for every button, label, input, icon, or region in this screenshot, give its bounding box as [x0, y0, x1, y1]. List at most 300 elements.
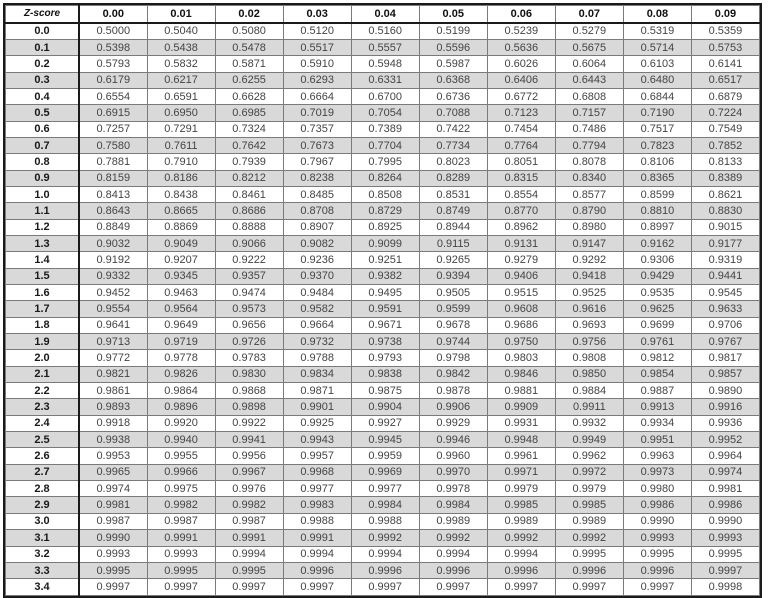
probability-cell: 0.9686 [487, 317, 555, 333]
probability-cell: 0.5987 [419, 56, 487, 72]
column-header: 0.04 [351, 6, 419, 23]
probability-cell: 0.6480 [623, 72, 691, 88]
probability-cell: 0.8413 [79, 186, 147, 202]
probability-cell: 0.7224 [691, 105, 759, 121]
probability-cell: 0.8849 [79, 219, 147, 235]
probability-cell: 0.5714 [623, 39, 691, 55]
probability-cell: 0.9726 [215, 334, 283, 350]
probability-cell: 0.9838 [351, 366, 419, 382]
probability-cell: 0.9418 [555, 268, 623, 284]
probability-cell: 0.6217 [147, 72, 215, 88]
probability-cell: 0.8708 [283, 203, 351, 219]
probability-cell: 0.8980 [555, 219, 623, 235]
probability-cell: 0.8770 [487, 203, 555, 219]
probability-cell: 0.9983 [283, 497, 351, 513]
column-header: 0.00 [79, 6, 147, 23]
probability-cell: 0.9207 [147, 252, 215, 268]
probability-cell: 0.8485 [283, 186, 351, 202]
probability-cell: 0.9922 [215, 415, 283, 431]
column-header: 0.01 [147, 6, 215, 23]
probability-cell: 0.9956 [215, 448, 283, 464]
probability-cell: 0.9649 [147, 317, 215, 333]
probability-cell: 0.9394 [419, 268, 487, 284]
probability-cell: 0.7794 [555, 137, 623, 153]
probability-cell: 0.9535 [623, 285, 691, 301]
probability-cell: 0.7422 [419, 121, 487, 137]
probability-cell: 0.9505 [419, 285, 487, 301]
probability-cell: 0.9997 [147, 579, 215, 595]
probability-cell: 0.5080 [215, 23, 283, 40]
probability-cell: 0.9964 [691, 448, 759, 464]
probability-cell: 0.9429 [623, 268, 691, 284]
probability-cell: 0.9993 [79, 546, 147, 562]
probability-cell: 0.9994 [419, 546, 487, 562]
probability-cell: 0.7642 [215, 137, 283, 153]
probability-cell: 0.5160 [351, 23, 419, 40]
table-row [6, 579, 760, 595]
probability-cell: 0.9966 [147, 464, 215, 480]
probability-cell: 0.5239 [487, 23, 555, 40]
z-score-cell: 3.0 [6, 513, 80, 529]
probability-cell: 0.9904 [351, 399, 419, 415]
probability-cell: 0.7324 [215, 121, 283, 137]
z-score-cell: 2.9 [6, 497, 80, 513]
probability-cell: 0.9967 [215, 464, 283, 480]
probability-cell: 0.9953 [79, 448, 147, 464]
probability-cell: 0.9989 [419, 513, 487, 529]
probability-cell: 0.5000 [79, 23, 147, 40]
probability-cell: 0.9980 [623, 481, 691, 497]
probability-cell: 0.6736 [419, 88, 487, 104]
probability-cell: 0.5199 [419, 23, 487, 40]
probability-cell: 0.7157 [555, 105, 623, 121]
probability-cell: 0.8508 [351, 186, 419, 202]
probability-cell: 0.9941 [215, 432, 283, 448]
probability-cell: 0.9306 [623, 252, 691, 268]
probability-cell: 0.9842 [419, 366, 487, 382]
probability-cell: 0.9896 [147, 399, 215, 415]
probability-cell: 0.9633 [691, 301, 759, 317]
z-score-cell: 1.7 [6, 301, 80, 317]
probability-cell: 0.7054 [351, 105, 419, 121]
probability-cell: 0.9988 [351, 513, 419, 529]
probability-cell: 0.9345 [147, 268, 215, 284]
probability-cell: 0.7764 [487, 137, 555, 153]
probability-cell: 0.9032 [79, 235, 147, 251]
probability-cell: 0.9984 [419, 497, 487, 513]
z-score-cell: 2.6 [6, 448, 80, 464]
table-row [6, 546, 760, 562]
probability-cell: 0.9803 [487, 350, 555, 366]
probability-cell: 0.9997 [351, 579, 419, 595]
probability-cell: 0.9987 [79, 513, 147, 529]
probability-cell: 0.7881 [79, 154, 147, 170]
probability-cell: 0.9959 [351, 448, 419, 464]
probability-cell: 0.9974 [691, 464, 759, 480]
probability-cell: 0.9554 [79, 301, 147, 317]
probability-cell: 0.9678 [419, 317, 487, 333]
z-score-cell: 2.1 [6, 366, 80, 382]
probability-cell: 0.9974 [79, 481, 147, 497]
z-score-cell: 2.0 [6, 350, 80, 366]
probability-cell: 0.7190 [623, 105, 691, 121]
probability-cell: 0.8729 [351, 203, 419, 219]
probability-cell: 0.6331 [351, 72, 419, 88]
probability-cell: 0.7704 [351, 137, 419, 153]
probability-cell: 0.9979 [487, 481, 555, 497]
header-row [6, 6, 760, 23]
probability-cell: 0.7357 [283, 121, 351, 137]
probability-cell: 0.9992 [555, 530, 623, 546]
probability-cell: 0.9940 [147, 432, 215, 448]
probability-cell: 0.9985 [555, 497, 623, 513]
probability-cell: 0.5359 [691, 23, 759, 40]
probability-cell: 0.9957 [283, 448, 351, 464]
probability-cell: 0.9976 [215, 481, 283, 497]
probability-cell: 0.9744 [419, 334, 487, 350]
probability-cell: 0.8944 [419, 219, 487, 235]
probability-cell: 0.9994 [351, 546, 419, 562]
probability-cell: 0.8888 [215, 219, 283, 235]
column-header: 0.03 [283, 6, 351, 23]
probability-cell: 0.9463 [147, 285, 215, 301]
probability-cell: 0.7486 [555, 121, 623, 137]
probability-cell: 0.9991 [215, 530, 283, 546]
z-score-cell: 0.4 [6, 88, 80, 104]
probability-cell: 0.9989 [555, 513, 623, 529]
z-score-cell: 1.9 [6, 334, 80, 350]
table-row [6, 137, 760, 153]
probability-cell: 0.8749 [419, 203, 487, 219]
probability-cell: 0.6591 [147, 88, 215, 104]
probability-cell: 0.6554 [79, 88, 147, 104]
probability-cell: 0.9192 [79, 252, 147, 268]
probability-cell: 0.9370 [283, 268, 351, 284]
probability-cell: 0.9826 [147, 366, 215, 382]
probability-cell: 0.9699 [623, 317, 691, 333]
probability-cell: 0.9664 [283, 317, 351, 333]
probability-cell: 0.5596 [419, 39, 487, 55]
probability-cell: 0.9936 [691, 415, 759, 431]
probability-cell: 0.9981 [691, 481, 759, 497]
z-score-cell: 0.6 [6, 121, 80, 137]
table-row [6, 23, 760, 40]
table-row [6, 170, 760, 186]
z-score-cell: 2.8 [6, 481, 80, 497]
table-row [6, 39, 760, 55]
probability-cell: 0.9946 [419, 432, 487, 448]
probability-cell: 0.9990 [691, 513, 759, 529]
probability-cell: 0.9750 [487, 334, 555, 350]
probability-cell: 0.9955 [147, 448, 215, 464]
probability-cell: 0.8106 [623, 154, 691, 170]
probability-cell: 0.9864 [147, 383, 215, 399]
probability-cell: 0.9995 [555, 546, 623, 562]
probability-cell: 0.9945 [351, 432, 419, 448]
z-score-cell: 0.7 [6, 137, 80, 153]
probability-cell: 0.8461 [215, 186, 283, 202]
probability-cell: 0.9713 [79, 334, 147, 350]
probability-cell: 0.9732 [283, 334, 351, 350]
probability-cell: 0.8925 [351, 219, 419, 235]
probability-cell: 0.9995 [691, 546, 759, 562]
probability-cell: 0.9357 [215, 268, 283, 284]
probability-cell: 0.5793 [79, 56, 147, 72]
table-row [6, 105, 760, 121]
probability-cell: 0.9993 [147, 546, 215, 562]
probability-cell: 0.9850 [555, 366, 623, 382]
probability-cell: 0.7611 [147, 137, 215, 153]
probability-cell: 0.9972 [555, 464, 623, 480]
probability-cell: 0.9887 [623, 383, 691, 399]
probability-cell: 0.9515 [487, 285, 555, 301]
probability-cell: 0.9525 [555, 285, 623, 301]
table-row [6, 448, 760, 464]
probability-cell: 0.9997 [79, 579, 147, 595]
probability-cell: 0.6628 [215, 88, 283, 104]
table-row [6, 415, 760, 431]
probability-cell: 0.9878 [419, 383, 487, 399]
table-row [6, 497, 760, 513]
probability-cell: 0.9987 [215, 513, 283, 529]
z-score-cell: 1.3 [6, 235, 80, 251]
probability-cell: 0.9406 [487, 268, 555, 284]
probability-cell: 0.9911 [555, 399, 623, 415]
probability-cell: 0.9995 [147, 562, 215, 578]
probability-cell: 0.9591 [351, 301, 419, 317]
table-row [6, 366, 760, 382]
probability-cell: 0.9236 [283, 252, 351, 268]
table-row [6, 301, 760, 317]
probability-cell: 0.9995 [623, 546, 691, 562]
z-score-cell: 3.3 [6, 562, 80, 578]
probability-cell: 0.9656 [215, 317, 283, 333]
probability-cell: 0.9292 [555, 252, 623, 268]
probability-cell: 0.6293 [283, 72, 351, 88]
z-score-cell: 1.1 [6, 203, 80, 219]
probability-cell: 0.6772 [487, 88, 555, 104]
z-score-cell: 1.4 [6, 252, 80, 268]
probability-cell: 0.8962 [487, 219, 555, 235]
probability-cell: 0.6844 [623, 88, 691, 104]
probability-cell: 0.9793 [351, 350, 419, 366]
z-score-cell: 0.5 [6, 105, 80, 121]
probability-cell: 0.9979 [555, 481, 623, 497]
column-header: 0.07 [555, 6, 623, 23]
probability-cell: 0.9177 [691, 235, 759, 251]
probability-cell: 0.9913 [623, 399, 691, 415]
probability-cell: 0.9115 [419, 235, 487, 251]
probability-cell: 0.9783 [215, 350, 283, 366]
probability-cell: 0.8238 [283, 170, 351, 186]
probability-cell: 0.8621 [691, 186, 759, 202]
probability-cell: 0.9997 [419, 579, 487, 595]
z-score-table-container [3, 3, 762, 598]
probability-cell: 0.9641 [79, 317, 147, 333]
probability-cell: 0.9871 [283, 383, 351, 399]
probability-cell: 0.9066 [215, 235, 283, 251]
probability-cell: 0.9082 [283, 235, 351, 251]
probability-cell: 0.9952 [691, 432, 759, 448]
table-row [6, 235, 760, 251]
z-score-cell: 1.6 [6, 285, 80, 301]
probability-cell: 0.6985 [215, 105, 283, 121]
probability-cell: 0.9973 [623, 464, 691, 480]
probability-cell: 0.9772 [79, 350, 147, 366]
probability-cell: 0.7939 [215, 154, 283, 170]
probability-cell: 0.9975 [147, 481, 215, 497]
probability-cell: 0.5279 [555, 23, 623, 40]
probability-cell: 0.9997 [555, 579, 623, 595]
probability-cell: 0.9997 [283, 579, 351, 595]
probability-cell: 0.5398 [79, 39, 147, 55]
probability-cell: 0.9767 [691, 334, 759, 350]
probability-cell: 0.8023 [419, 154, 487, 170]
probability-cell: 0.9756 [555, 334, 623, 350]
probability-cell: 0.9982 [215, 497, 283, 513]
probability-cell: 0.6103 [623, 56, 691, 72]
probability-cell: 0.9452 [79, 285, 147, 301]
probability-cell: 0.9738 [351, 334, 419, 350]
probability-cell: 0.8340 [555, 170, 623, 186]
table-row [6, 285, 760, 301]
probability-cell: 0.9961 [487, 448, 555, 464]
probability-cell: 0.9332 [79, 268, 147, 284]
probability-cell: 0.9965 [79, 464, 147, 480]
probability-cell: 0.8830 [691, 203, 759, 219]
z-score-cell: 0.9 [6, 170, 80, 186]
table-row [6, 334, 760, 350]
probability-cell: 0.8078 [555, 154, 623, 170]
probability-cell: 0.9925 [283, 415, 351, 431]
probability-cell: 0.7852 [691, 137, 759, 153]
column-header: 0.05 [419, 6, 487, 23]
probability-cell: 0.9997 [487, 579, 555, 595]
probability-cell: 0.8869 [147, 219, 215, 235]
probability-cell: 0.9319 [691, 252, 759, 268]
probability-cell: 0.8289 [419, 170, 487, 186]
probability-cell: 0.7088 [419, 105, 487, 121]
probability-cell: 0.9868 [215, 383, 283, 399]
probability-cell: 0.8665 [147, 203, 215, 219]
probability-cell: 0.6808 [555, 88, 623, 104]
probability-cell: 0.6026 [487, 56, 555, 72]
probability-cell: 0.9963 [623, 448, 691, 464]
probability-cell: 0.8643 [79, 203, 147, 219]
probability-cell: 0.9951 [623, 432, 691, 448]
probability-cell: 0.9890 [691, 383, 759, 399]
probability-cell: 0.6255 [215, 72, 283, 88]
probability-cell: 0.8264 [351, 170, 419, 186]
probability-cell: 0.7123 [487, 105, 555, 121]
probability-cell: 0.9015 [691, 219, 759, 235]
probability-cell: 0.9994 [283, 546, 351, 562]
probability-cell: 0.6915 [79, 105, 147, 121]
probability-cell: 0.9991 [147, 530, 215, 546]
probability-cell: 0.9821 [79, 366, 147, 382]
z-score-table [5, 5, 760, 596]
probability-cell: 0.7019 [283, 105, 351, 121]
probability-cell: 0.5675 [555, 39, 623, 55]
probability-cell: 0.9981 [79, 497, 147, 513]
probability-cell: 0.7580 [79, 137, 147, 153]
z-score-cell: 0.8 [6, 154, 80, 170]
table-row [6, 88, 760, 104]
probability-cell: 0.9545 [691, 285, 759, 301]
probability-cell: 0.9996 [487, 562, 555, 578]
probability-cell: 0.8790 [555, 203, 623, 219]
probability-cell: 0.9881 [487, 383, 555, 399]
probability-cell: 0.9382 [351, 268, 419, 284]
probability-cell: 0.9495 [351, 285, 419, 301]
probability-cell: 0.9474 [215, 285, 283, 301]
probability-cell: 0.9929 [419, 415, 487, 431]
probability-cell: 0.9992 [351, 530, 419, 546]
probability-cell: 0.9943 [283, 432, 351, 448]
probability-cell: 0.9778 [147, 350, 215, 366]
z-score-cell: 2.2 [6, 383, 80, 399]
table-header [6, 6, 760, 23]
probability-cell: 0.9969 [351, 464, 419, 480]
probability-cell: 0.9719 [147, 334, 215, 350]
probability-cell: 0.9996 [555, 562, 623, 578]
probability-cell: 0.9977 [283, 481, 351, 497]
table-row [6, 252, 760, 268]
probability-cell: 0.9099 [351, 235, 419, 251]
probability-cell: 0.6517 [691, 72, 759, 88]
probability-cell: 0.6368 [419, 72, 487, 88]
probability-cell: 0.9988 [283, 513, 351, 529]
probability-cell: 0.9671 [351, 317, 419, 333]
probability-cell: 0.6700 [351, 88, 419, 104]
column-header: 0.08 [623, 6, 691, 23]
probability-cell: 0.9978 [419, 481, 487, 497]
probability-cell: 0.9854 [623, 366, 691, 382]
probability-cell: 0.5948 [351, 56, 419, 72]
table-row [6, 399, 760, 415]
probability-cell: 0.9971 [487, 464, 555, 480]
probability-cell: 0.7967 [283, 154, 351, 170]
table-row [6, 186, 760, 202]
z-score-cell: 2.5 [6, 432, 80, 448]
z-score-cell: 1.8 [6, 317, 80, 333]
z-score-cell: 2.4 [6, 415, 80, 431]
table-row [6, 268, 760, 284]
z-score-cell: 1.5 [6, 268, 80, 284]
probability-cell: 0.9960 [419, 448, 487, 464]
probability-cell: 0.9788 [283, 350, 351, 366]
z-score-cell: 2.7 [6, 464, 80, 480]
probability-cell: 0.5478 [215, 39, 283, 55]
z-score-cell: 3.1 [6, 530, 80, 546]
table-row [6, 383, 760, 399]
probability-cell: 0.8212 [215, 170, 283, 186]
z-score-column-header: Z-score [6, 6, 80, 23]
probability-cell: 0.7454 [487, 121, 555, 137]
probability-cell: 0.9916 [691, 399, 759, 415]
table-row [6, 317, 760, 333]
probability-cell: 0.9564 [147, 301, 215, 317]
probability-cell: 0.9798 [419, 350, 487, 366]
probability-cell: 0.8438 [147, 186, 215, 202]
probability-cell: 0.9616 [555, 301, 623, 317]
probability-cell: 0.9573 [215, 301, 283, 317]
probability-cell: 0.9927 [351, 415, 419, 431]
probability-cell: 0.9996 [351, 562, 419, 578]
table-row [6, 350, 760, 366]
table-row [6, 203, 760, 219]
probability-cell: 0.8159 [79, 170, 147, 186]
